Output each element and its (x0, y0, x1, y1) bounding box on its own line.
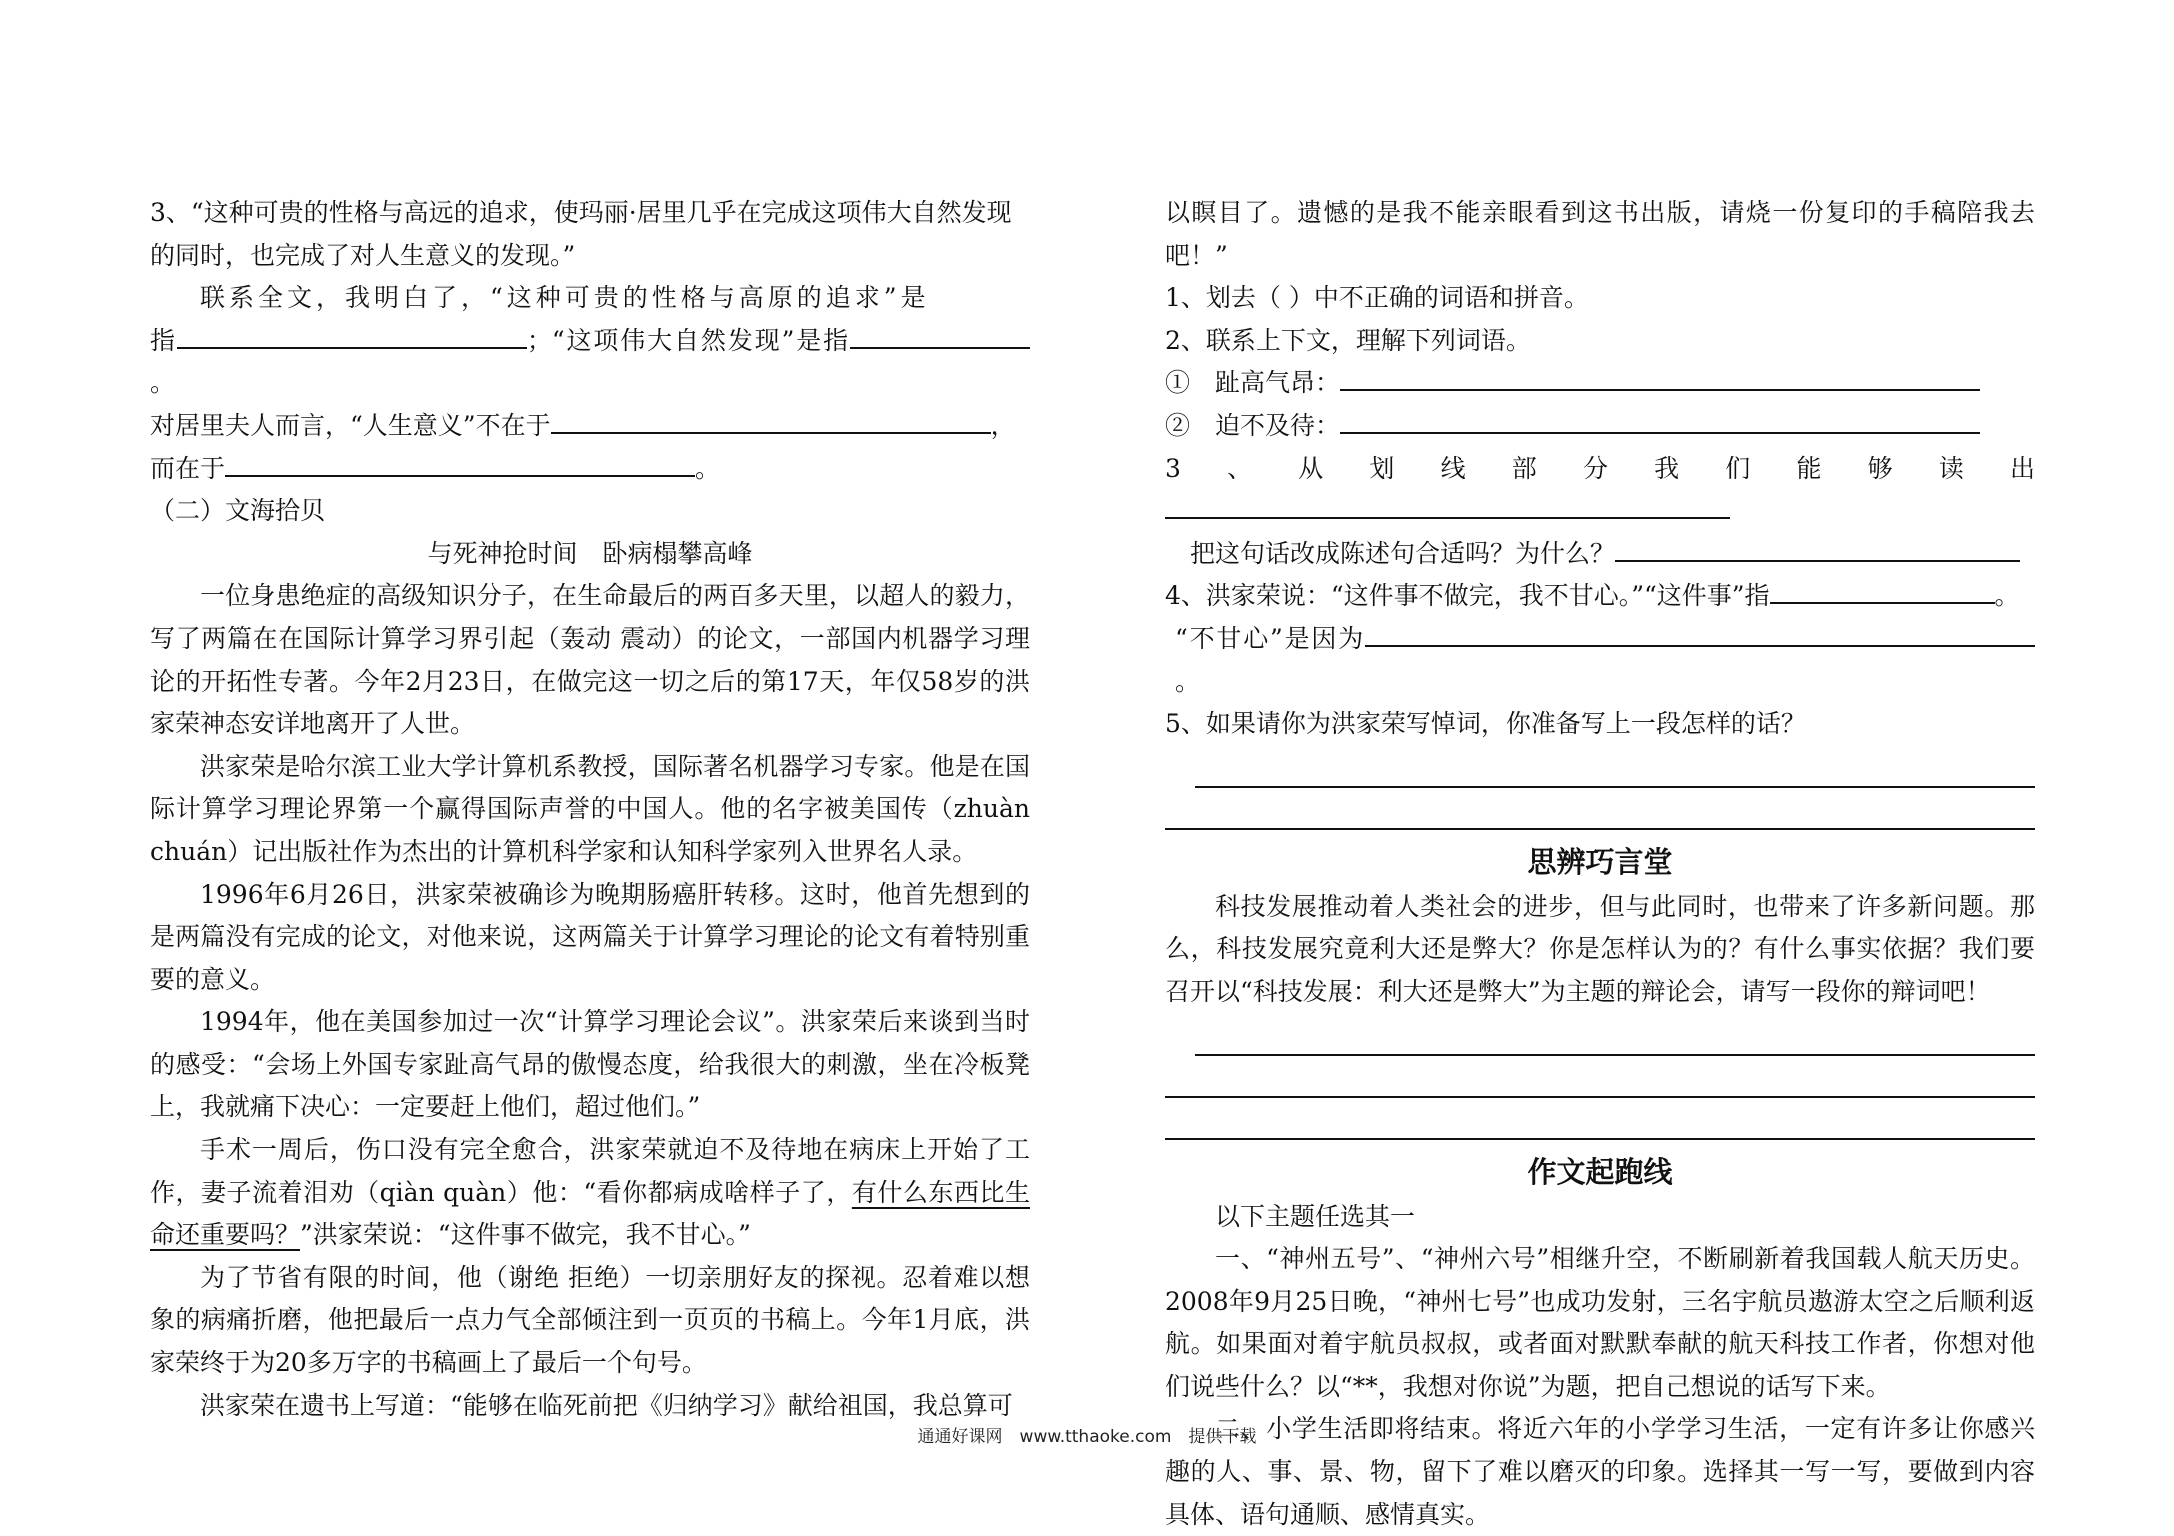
paragraph: 洪家荣在遗书上写道：“能够在临死前把《归纳学习》献给祖国，我总算可 (200, 1390, 1013, 1420)
paragraph: 1996年6月26日，洪家荣被确诊为晚期肠癌肝转移。这时，他首先想到的是两篇没有完成的论文，对他来说，这两篇关于计算学习理论的论文有着特别重要的意义。 (150, 879, 1030, 994)
footer-credit: 通通好课网 www.tthaoke.com 提供下载 (917, 1427, 1257, 1447)
q3-prompt-row-1: 指 ；“这项伟大自然发现”是指。 (150, 320, 1030, 405)
q3-prompt-c: ；“这项伟大自然发现”是指 (526, 325, 850, 355)
question-2a (1165, 362, 2035, 405)
answer-blank[interactable] (1340, 406, 1980, 434)
paragraph: 一、“神州五号”、“神州六号”相继升空，不断刷新着我国载人航天历史。2008年9月25日晚，“神州七号”也成功发射，三名宇航员遨游太空之后顺利返航。如果面对着宇航员叔叔，或者面对默默奉献的航天科技工作者，你想对他们说些什么？以“**，我想对你说”为题，把自己想说的话写下来。 (1165, 1244, 2035, 1401)
question-4: 4、洪家荣说：“这件事不做完，我不甘心。”“这件事”指 。 (1165, 575, 2035, 618)
q3-prompt-b: 指 (150, 325, 177, 355)
question-2b (1165, 405, 2035, 448)
writing-line[interactable] (1195, 746, 2035, 788)
paragraph: 洪家荣是哈尔滨工业大学计算机系教授，国际著名机器学习专家。他是在国际计算学习理论界第一个赢得国际声誉的中国人。他的名字被美国传（zhuàn chuán）记出版社作为杰出的计算机科学家和认知科学家列入世界名人录。 (150, 751, 1030, 866)
answer-blank[interactable] (1365, 619, 2035, 647)
section-title: 作文起跑线 (1527, 1154, 1673, 1189)
question-4b: “不甘心”是因为。 (1165, 618, 2035, 703)
answer-blank[interactable] (1770, 576, 1995, 604)
q3-prompt-a: 联系全文，我明白了，“这种可贵的性格与高原的追求”是 (200, 283, 930, 313)
question-2: 2、联系上下文，理解下列词语。 (1165, 325, 1531, 355)
answer-blank[interactable] (177, 321, 527, 349)
q3-prompt-row-2: 对居里夫人而言，“人生意义”不在于 ， (150, 405, 1030, 448)
q3-prompt-d: 对居里夫人而言，“人生意义”不在于 (150, 410, 551, 440)
answer-blank[interactable] (1615, 534, 2020, 562)
paragraph: 为了节省有限的时间，他（谢绝 拒绝）一切亲朋好友的探视。忍着难以想象的病痛折磨，他把最后一点力气全部倾注到一页页的书稿上。今年1月底，洪家荣终于为20多万字的书稿画上了最后一个句号。 (150, 1262, 1030, 1378)
question-text: 4、洪家荣说：“这件事不做完，我不甘心。”“这件事”指 (1165, 581, 1770, 611)
underlined-sentence: 有什么东西比生命还重要吗？ (150, 1177, 1030, 1250)
section-heading: （二）文海拾贝 (150, 496, 326, 526)
writing-line[interactable] (1165, 788, 2035, 830)
answer-blank[interactable] (225, 449, 695, 477)
answer-blank[interactable] (1340, 363, 1980, 391)
answer-blank[interactable] (551, 406, 991, 434)
paragraph (150, 1129, 1030, 1257)
paragraph-text: 手术一周后，伤口没有完全愈合，洪家荣就迫不及待地在病床上开始了工作，妻子流着泪劝（qiàn quàn）他：“看你都病成啥样子了， (150, 1135, 1030, 1207)
paragraph: 一位身患绝症的高级知识分子，在生命最后的两百多天里，以超人的毅力，写了两篇在在国际计算学习界引起（轰动 震动）的论文，一部国内机器学习理论的开拓性专著。今年2月23日，在做完这一切之后的第17天，年仅58岁的洪家荣神态安详地离开了人世。 (150, 581, 1030, 739)
paragraph: 以瞑目了。遗憾的是我不能亲眼看到这书出版，请烧一份复印的手稿陪我去吧！” (1165, 198, 2035, 270)
question-text: 3、从划线部分我们能够读出 (1165, 453, 2035, 483)
section-title: 思辨巧言堂 (1527, 844, 1673, 879)
question-text: “不甘心”是因为 (1175, 623, 1365, 653)
term-label: ② 迫不及待： (1165, 410, 1341, 440)
writing-line[interactable] (1165, 1056, 2035, 1098)
answer-blank[interactable] (850, 321, 1030, 349)
question-3 (1165, 448, 2035, 533)
question-5: 5、如果请你为洪家荣写悼词，你准备写上一段怎样的话？ (1165, 709, 1806, 739)
term-label: ① 趾高气昂： (1165, 368, 1341, 398)
answer-blank[interactable] (1165, 491, 1730, 519)
paragraph-text: ”洪家荣说：“这件事不做完，我不甘心。” (300, 1220, 751, 1250)
writing-line[interactable] (1165, 1098, 2035, 1140)
writing-line[interactable] (1195, 1014, 2035, 1056)
paragraph: 以下主题任选其一 (1215, 1201, 1416, 1231)
question-text: 把这句话改成陈述句合适吗？为什么？ (1190, 538, 1616, 568)
paragraph: 1994年，他在美国参加过一次“计算学习理论会议”。洪家荣后来谈到当时的感受：“会场上外国专家趾高气昂的傲慢态度，给我很大的刺激，坐在冷板凳上，我就痛下决心：一定要赶上他们，超过他们。” (150, 1007, 1030, 1122)
question-1: 1、划去（ ）中不正确的词语和拼音。 (1165, 283, 1589, 313)
q3-line-1: 3、“这种可贵的性格与高远的追求，使玛丽·居里几乎在完成这项伟大自然发现 (150, 198, 1012, 227)
paragraph: 二、小学生活即将结束。将近六年的小学学习生活，一定有许多让你感兴趣的人、事、景、物，留下了难以磨灭的印象。选择其一写一写，要做到内容具体、语句通顺、感情真实。 (1165, 1414, 2035, 1529)
article-title: 与死神抢时间 卧病榻攀高峰 (427, 538, 753, 568)
q3-prompt-e: 而在于 (150, 453, 226, 483)
paragraph: 科技发展推动着人类社会的进步，但与此同时，也带来了许多新问题。那么，科技发展究竟利大还是弊大？你是怎样认为的？有什么事实依据？我们要召开以“科技发展：利大还是弊大”为主题的辩论会，请写一段你的辩词吧！ (1165, 891, 2035, 1006)
question-3b (1165, 533, 2035, 576)
left-column (150, 192, 1030, 1427)
q3-line-2: 的同时，也完成了对人生意义的发现。” (150, 240, 576, 270)
right-column (1165, 192, 2035, 1536)
q3-prompt-row-3: 而在于 。 (150, 448, 1030, 491)
